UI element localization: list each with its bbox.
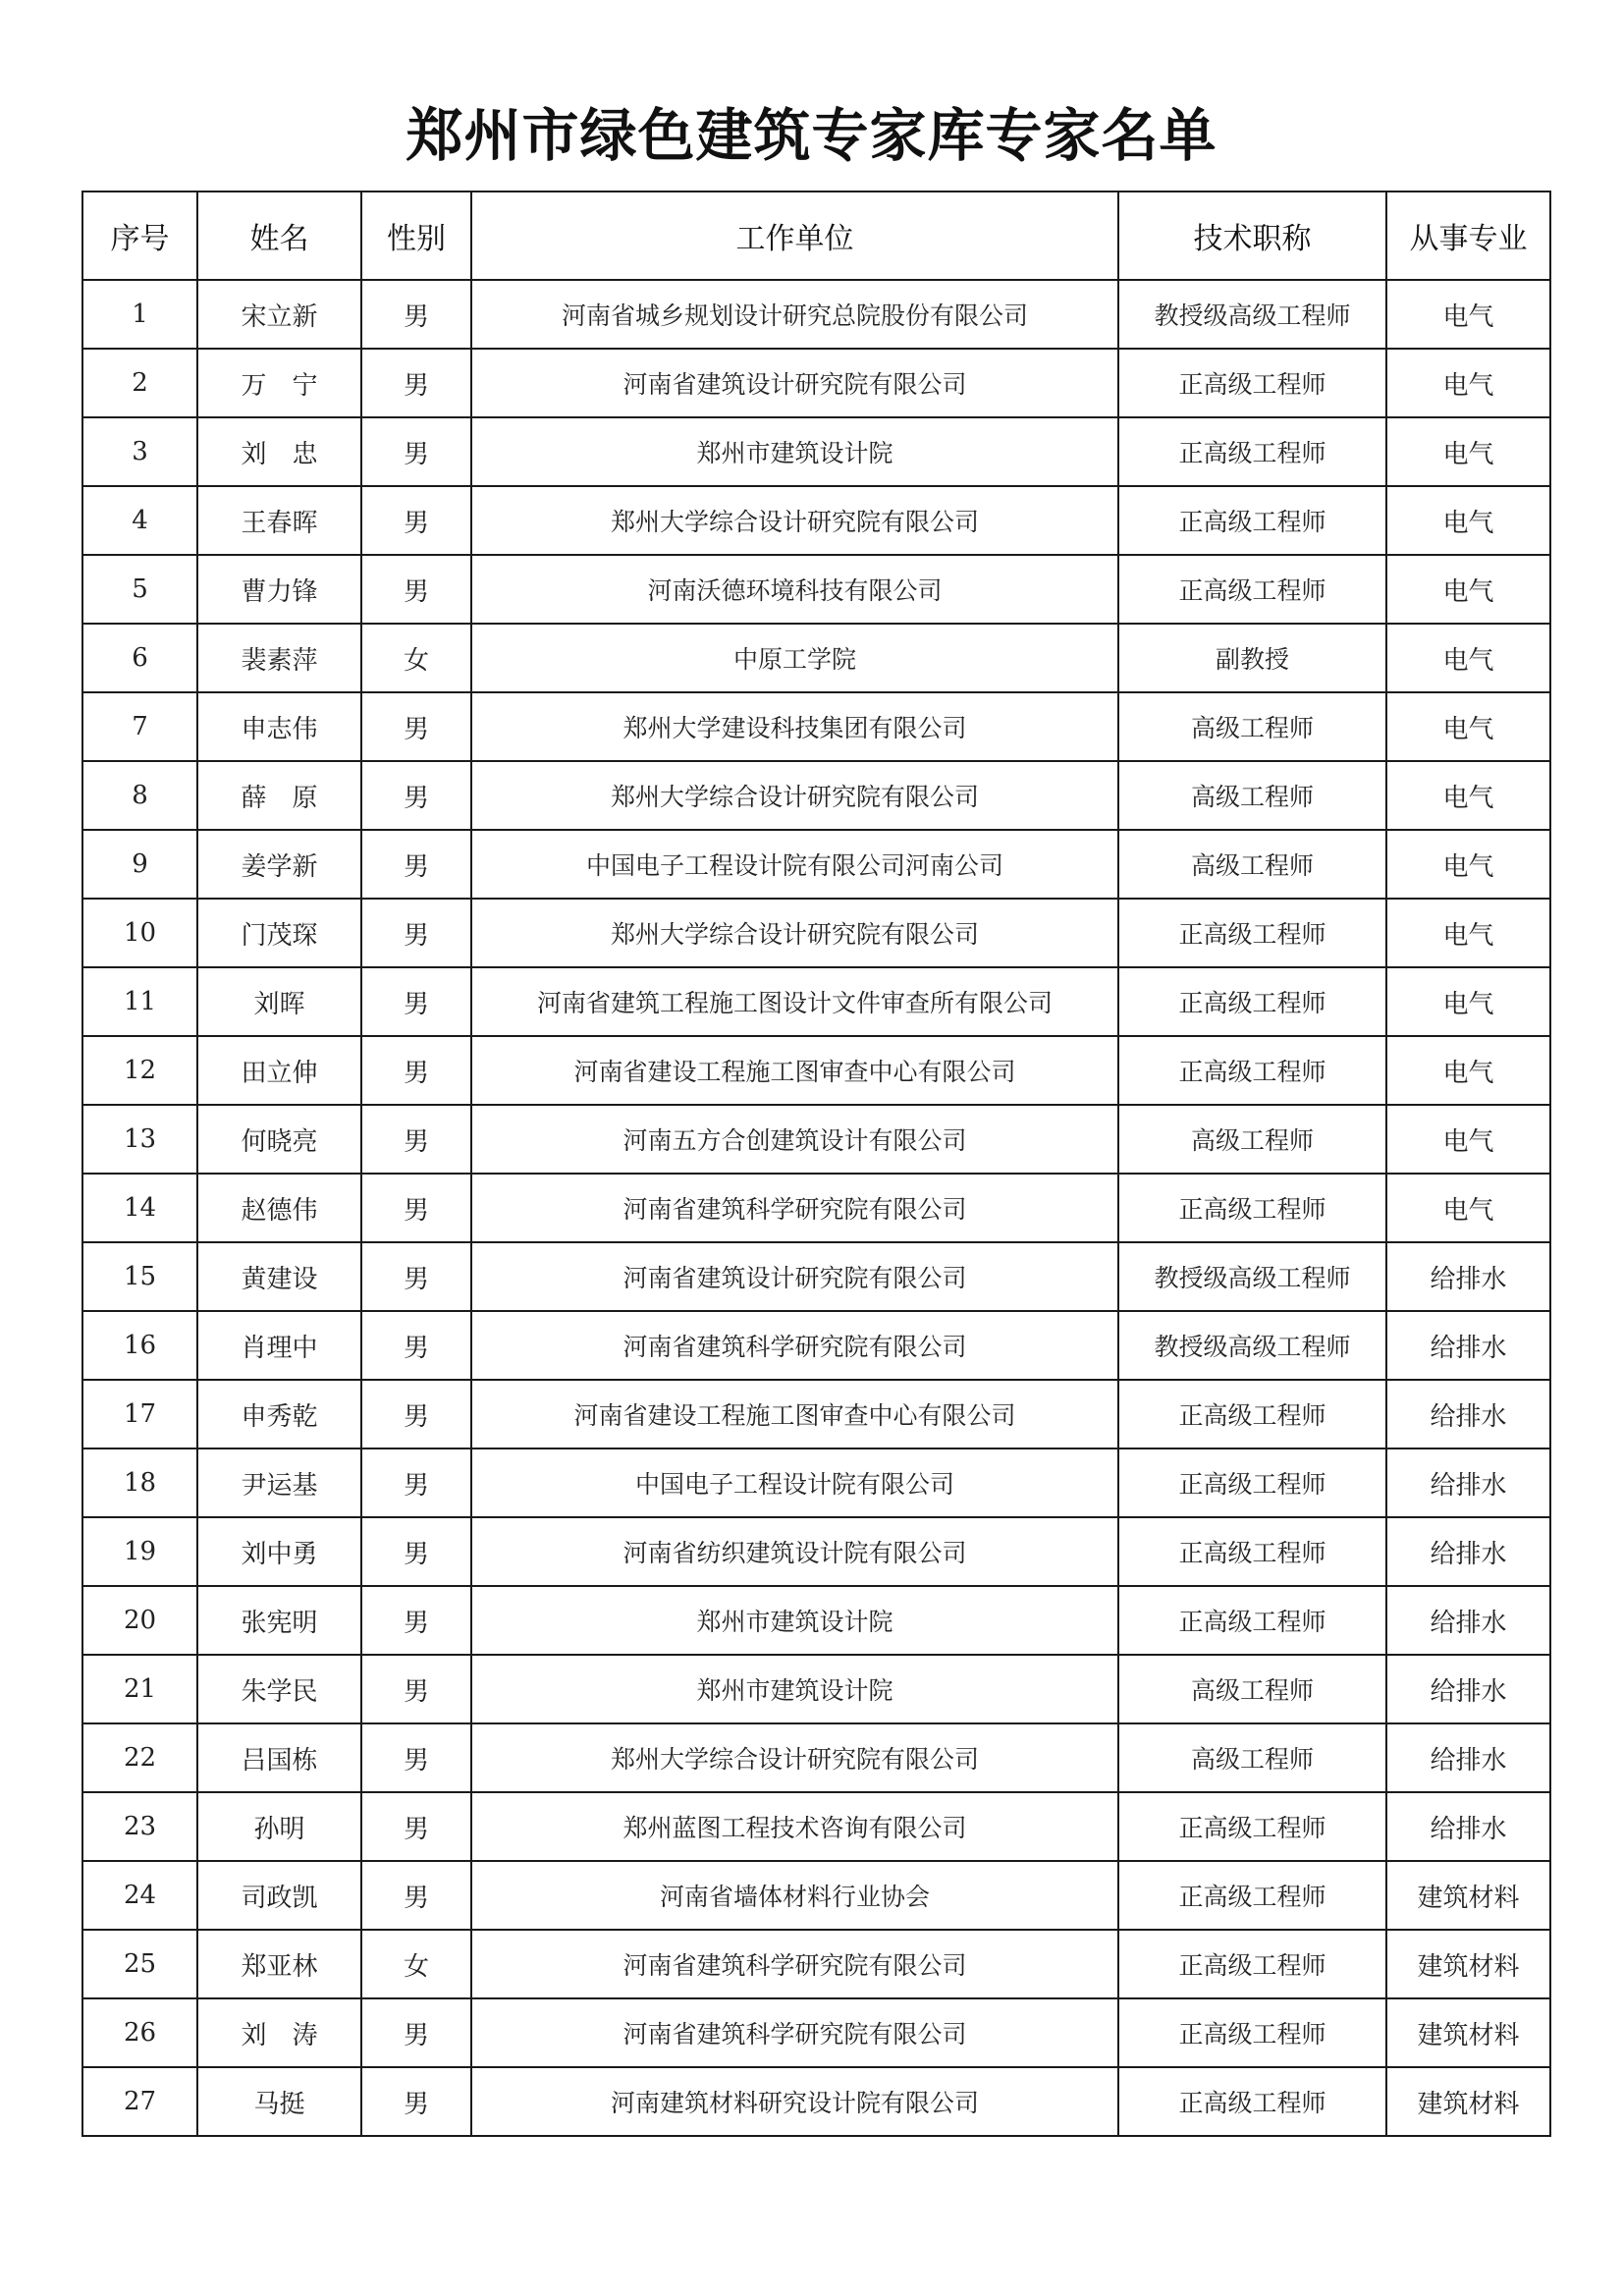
- cell-title: 正高级工程师: [1118, 967, 1386, 1036]
- cell-gender: 女: [361, 1930, 471, 1998]
- cell-name: 尹运基: [197, 1449, 361, 1517]
- cell-workplace: 河南省建筑设计研究院有限公司: [471, 1242, 1118, 1311]
- cell-index: 13: [82, 1105, 197, 1174]
- header-specialty: 从事专业: [1386, 191, 1550, 280]
- cell-index: 17: [82, 1380, 197, 1449]
- cell-name: 赵德伟: [197, 1174, 361, 1242]
- cell-index: 6: [82, 624, 197, 692]
- table-row: [82, 1242, 1550, 1311]
- table-row: [82, 761, 1550, 830]
- cell-title: 正高级工程师: [1118, 1861, 1386, 1930]
- cell-title: 高级工程师: [1118, 692, 1386, 761]
- cell-workplace: 河南省纺织建筑设计院有限公司: [471, 1517, 1118, 1586]
- cell-name: 王春晖: [197, 486, 361, 555]
- table-row: [82, 1861, 1550, 1930]
- cell-gender: 男: [361, 1655, 471, 1723]
- cell-title: 副教授: [1118, 624, 1386, 692]
- cell-specialty: 电气: [1386, 761, 1550, 830]
- cell-workplace: 郑州市建筑设计院: [471, 417, 1118, 486]
- cell-specialty: 电气: [1386, 417, 1550, 486]
- cell-workplace: 河南省建筑科学研究院有限公司: [471, 1998, 1118, 2067]
- cell-index: 27: [82, 2067, 197, 2136]
- table-header: [82, 191, 1550, 280]
- cell-gender: 男: [361, 1242, 471, 1311]
- table-row: [82, 1998, 1550, 2067]
- cell-specialty: 电气: [1386, 486, 1550, 555]
- cell-name: 郑亚林: [197, 1930, 361, 1998]
- table-row: [82, 1517, 1550, 1586]
- cell-specialty: 给排水: [1386, 1311, 1550, 1380]
- cell-name: 黄建设: [197, 1242, 361, 1311]
- cell-gender: 男: [361, 1174, 471, 1242]
- cell-name: 曹力锋: [197, 555, 361, 624]
- cell-index: 26: [82, 1998, 197, 2067]
- cell-workplace: 河南省建设工程施工图审查中心有限公司: [471, 1380, 1118, 1449]
- cell-workplace: 郑州大学综合设计研究院有限公司: [471, 761, 1118, 830]
- cell-workplace: 河南建筑材料研究设计院有限公司: [471, 2067, 1118, 2136]
- table-row: [82, 1792, 1550, 1861]
- cell-specialty: 给排水: [1386, 1242, 1550, 1311]
- cell-name: 姜学新: [197, 830, 361, 899]
- cell-workplace: 河南五方合创建筑设计有限公司: [471, 1105, 1118, 1174]
- cell-gender: 男: [361, 761, 471, 830]
- cell-name: 刘中勇: [197, 1517, 361, 1586]
- cell-gender: 男: [361, 1586, 471, 1655]
- cell-name: 刘 忠: [197, 417, 361, 486]
- cell-gender: 男: [361, 486, 471, 555]
- cell-name: 肖理中: [197, 1311, 361, 1380]
- cell-name: 司政凯: [197, 1861, 361, 1930]
- cell-specialty: 给排水: [1386, 1586, 1550, 1655]
- cell-name: 宋立新: [197, 280, 361, 349]
- cell-title: 教授级高级工程师: [1118, 1311, 1386, 1380]
- cell-name: 裴素萍: [197, 624, 361, 692]
- table-row: [82, 1655, 1550, 1723]
- table-row: [82, 830, 1550, 899]
- header-gender: 性别: [361, 191, 471, 280]
- cell-title: 正高级工程师: [1118, 349, 1386, 417]
- cell-name: 万 宁: [197, 349, 361, 417]
- cell-workplace: 中国电子工程设计院有限公司河南公司: [471, 830, 1118, 899]
- cell-workplace: 中国电子工程设计院有限公司: [471, 1449, 1118, 1517]
- header-title: 技术职称: [1118, 191, 1386, 280]
- table-row: [82, 899, 1550, 967]
- cell-gender: 男: [361, 1998, 471, 2067]
- header-workplace: 工作单位: [471, 191, 1118, 280]
- cell-title: 正高级工程师: [1118, 1036, 1386, 1105]
- cell-title: 教授级高级工程师: [1118, 280, 1386, 349]
- cell-index: 18: [82, 1449, 197, 1517]
- cell-workplace: 河南省墙体材料行业协会: [471, 1861, 1118, 1930]
- table-row: [82, 1105, 1550, 1174]
- table-row: [82, 1174, 1550, 1242]
- cell-specialty: 电气: [1386, 967, 1550, 1036]
- cell-specialty: 建筑材料: [1386, 1998, 1550, 2067]
- cell-workplace: 河南省城乡规划设计研究总院股份有限公司: [471, 280, 1118, 349]
- cell-workplace: 郑州大学综合设计研究院有限公司: [471, 1723, 1118, 1792]
- cell-workplace: 河南省建筑科学研究院有限公司: [471, 1930, 1118, 1998]
- cell-title: 正高级工程师: [1118, 1998, 1386, 2067]
- header-name: 姓名: [197, 191, 361, 280]
- cell-workplace: 河南省建筑科学研究院有限公司: [471, 1311, 1118, 1380]
- cell-specialty: 给排水: [1386, 1380, 1550, 1449]
- cell-title: 正高级工程师: [1118, 417, 1386, 486]
- cell-name: 薛 原: [197, 761, 361, 830]
- cell-index: 3: [82, 417, 197, 486]
- cell-gender: 男: [361, 1449, 471, 1517]
- cell-gender: 男: [361, 830, 471, 899]
- cell-specialty: 建筑材料: [1386, 1861, 1550, 1930]
- header-index: 序号: [82, 191, 197, 280]
- cell-title: 正高级工程师: [1118, 899, 1386, 967]
- table-row: [82, 1036, 1550, 1105]
- cell-index: 16: [82, 1311, 197, 1380]
- cell-specialty: 给排水: [1386, 1723, 1550, 1792]
- cell-index: 11: [82, 967, 197, 1036]
- cell-workplace: 中原工学院: [471, 624, 1118, 692]
- cell-name: 门茂琛: [197, 899, 361, 967]
- table-body: [82, 280, 1550, 2136]
- table-row: [82, 624, 1550, 692]
- cell-specialty: 电气: [1386, 692, 1550, 761]
- cell-name: 吕国栋: [197, 1723, 361, 1792]
- cell-name: 何晓亮: [197, 1105, 361, 1174]
- cell-title: 正高级工程师: [1118, 2067, 1386, 2136]
- cell-workplace: 河南省建设工程施工图审查中心有限公司: [471, 1036, 1118, 1105]
- cell-index: 10: [82, 899, 197, 967]
- table-row: [82, 280, 1550, 349]
- cell-workplace: 河南沃德环境科技有限公司: [471, 555, 1118, 624]
- cell-name: 田立伸: [197, 1036, 361, 1105]
- cell-specialty: 电气: [1386, 349, 1550, 417]
- cell-specialty: 建筑材料: [1386, 2067, 1550, 2136]
- cell-index: 9: [82, 830, 197, 899]
- cell-gender: 男: [361, 1723, 471, 1792]
- table-row: [82, 1311, 1550, 1380]
- cell-index: 1: [82, 280, 197, 349]
- cell-title: 正高级工程师: [1118, 1792, 1386, 1861]
- cell-workplace: 河南省建筑科学研究院有限公司: [471, 1174, 1118, 1242]
- cell-title: 正高级工程师: [1118, 1174, 1386, 1242]
- cell-title: 正高级工程师: [1118, 555, 1386, 624]
- table-row: [82, 1586, 1550, 1655]
- cell-name: 刘晖: [197, 967, 361, 1036]
- cell-title: 高级工程师: [1118, 1655, 1386, 1723]
- table-row: [82, 1380, 1550, 1449]
- cell-name: 张宪明: [197, 1586, 361, 1655]
- table-row: [82, 1449, 1550, 1517]
- cell-index: 2: [82, 349, 197, 417]
- table-row: [82, 417, 1550, 486]
- cell-name: 朱学民: [197, 1655, 361, 1723]
- cell-name: 申秀乾: [197, 1380, 361, 1449]
- cell-specialty: 电气: [1386, 1105, 1550, 1174]
- cell-workplace: 郑州大学建设科技集团有限公司: [471, 692, 1118, 761]
- cell-index: 23: [82, 1792, 197, 1861]
- cell-specialty: 给排水: [1386, 1449, 1550, 1517]
- page-title: 郑州市绿色建筑专家库专家名单: [406, 102, 1217, 169]
- cell-index: 25: [82, 1930, 197, 1998]
- cell-title: 正高级工程师: [1118, 1586, 1386, 1655]
- cell-index: 19: [82, 1517, 197, 1586]
- cell-workplace: 郑州市建筑设计院: [471, 1586, 1118, 1655]
- cell-gender: 男: [361, 1311, 471, 1380]
- cell-workplace: 郑州市建筑设计院: [471, 1655, 1118, 1723]
- cell-index: 12: [82, 1036, 197, 1105]
- expert-table: [81, 191, 1551, 2137]
- cell-specialty: 电气: [1386, 830, 1550, 899]
- cell-specialty: 电气: [1386, 1036, 1550, 1105]
- cell-index: 14: [82, 1174, 197, 1242]
- table-row: [82, 1930, 1550, 1998]
- cell-gender: 男: [361, 280, 471, 349]
- cell-index: 22: [82, 1723, 197, 1792]
- cell-specialty: 电气: [1386, 1174, 1550, 1242]
- cell-gender: 男: [361, 1861, 471, 1930]
- cell-workplace: 河南省建筑工程施工图设计文件审查所有限公司: [471, 967, 1118, 1036]
- cell-gender: 男: [361, 1036, 471, 1105]
- cell-workplace: 河南省建筑设计研究院有限公司: [471, 349, 1118, 417]
- table-row: [82, 349, 1550, 417]
- cell-name: 申志伟: [197, 692, 361, 761]
- cell-index: 24: [82, 1861, 197, 1930]
- cell-gender: 男: [361, 1792, 471, 1861]
- cell-title: 正高级工程师: [1118, 1380, 1386, 1449]
- cell-name: 刘 涛: [197, 1998, 361, 2067]
- cell-title: 高级工程师: [1118, 761, 1386, 830]
- cell-title: 高级工程师: [1118, 830, 1386, 899]
- table-row: [82, 555, 1550, 624]
- cell-gender: 男: [361, 967, 471, 1036]
- table-row: [82, 1723, 1550, 1792]
- cell-name: 马挺: [197, 2067, 361, 2136]
- cell-index: 20: [82, 1586, 197, 1655]
- cell-index: 7: [82, 692, 197, 761]
- cell-name: 孙明: [197, 1792, 361, 1861]
- cell-workplace: 郑州大学综合设计研究院有限公司: [471, 899, 1118, 967]
- cell-title: 正高级工程师: [1118, 1449, 1386, 1517]
- cell-specialty: 给排水: [1386, 1792, 1550, 1861]
- cell-specialty: 建筑材料: [1386, 1930, 1550, 1998]
- cell-specialty: 电气: [1386, 624, 1550, 692]
- cell-specialty: 电气: [1386, 555, 1550, 624]
- cell-gender: 男: [361, 692, 471, 761]
- table-row: [82, 692, 1550, 761]
- cell-specialty: 电气: [1386, 899, 1550, 967]
- cell-title: 高级工程师: [1118, 1105, 1386, 1174]
- cell-gender: 男: [361, 2067, 471, 2136]
- cell-index: 21: [82, 1655, 197, 1723]
- header-row: [82, 191, 1550, 280]
- cell-gender: 男: [361, 349, 471, 417]
- cell-index: 15: [82, 1242, 197, 1311]
- cell-title: 教授级高级工程师: [1118, 1242, 1386, 1311]
- table-row: [82, 2067, 1550, 2136]
- table-row: [82, 967, 1550, 1036]
- cell-workplace: 郑州大学综合设计研究院有限公司: [471, 486, 1118, 555]
- cell-specialty: 给排水: [1386, 1655, 1550, 1723]
- cell-gender: 男: [361, 417, 471, 486]
- cell-gender: 男: [361, 1380, 471, 1449]
- cell-index: 4: [82, 486, 197, 555]
- cell-title: 高级工程师: [1118, 1723, 1386, 1792]
- cell-gender: 男: [361, 555, 471, 624]
- cell-gender: 女: [361, 624, 471, 692]
- cell-index: 8: [82, 761, 197, 830]
- cell-gender: 男: [361, 899, 471, 967]
- cell-title: 正高级工程师: [1118, 1930, 1386, 1998]
- cell-gender: 男: [361, 1105, 471, 1174]
- cell-gender: 男: [361, 1517, 471, 1586]
- cell-specialty: 电气: [1386, 280, 1550, 349]
- table-row: [82, 486, 1550, 555]
- cell-title: 正高级工程师: [1118, 1517, 1386, 1586]
- cell-title: 正高级工程师: [1118, 486, 1386, 555]
- cell-specialty: 给排水: [1386, 1517, 1550, 1586]
- cell-workplace: 郑州蓝图工程技术咨询有限公司: [471, 1792, 1118, 1861]
- cell-index: 5: [82, 555, 197, 624]
